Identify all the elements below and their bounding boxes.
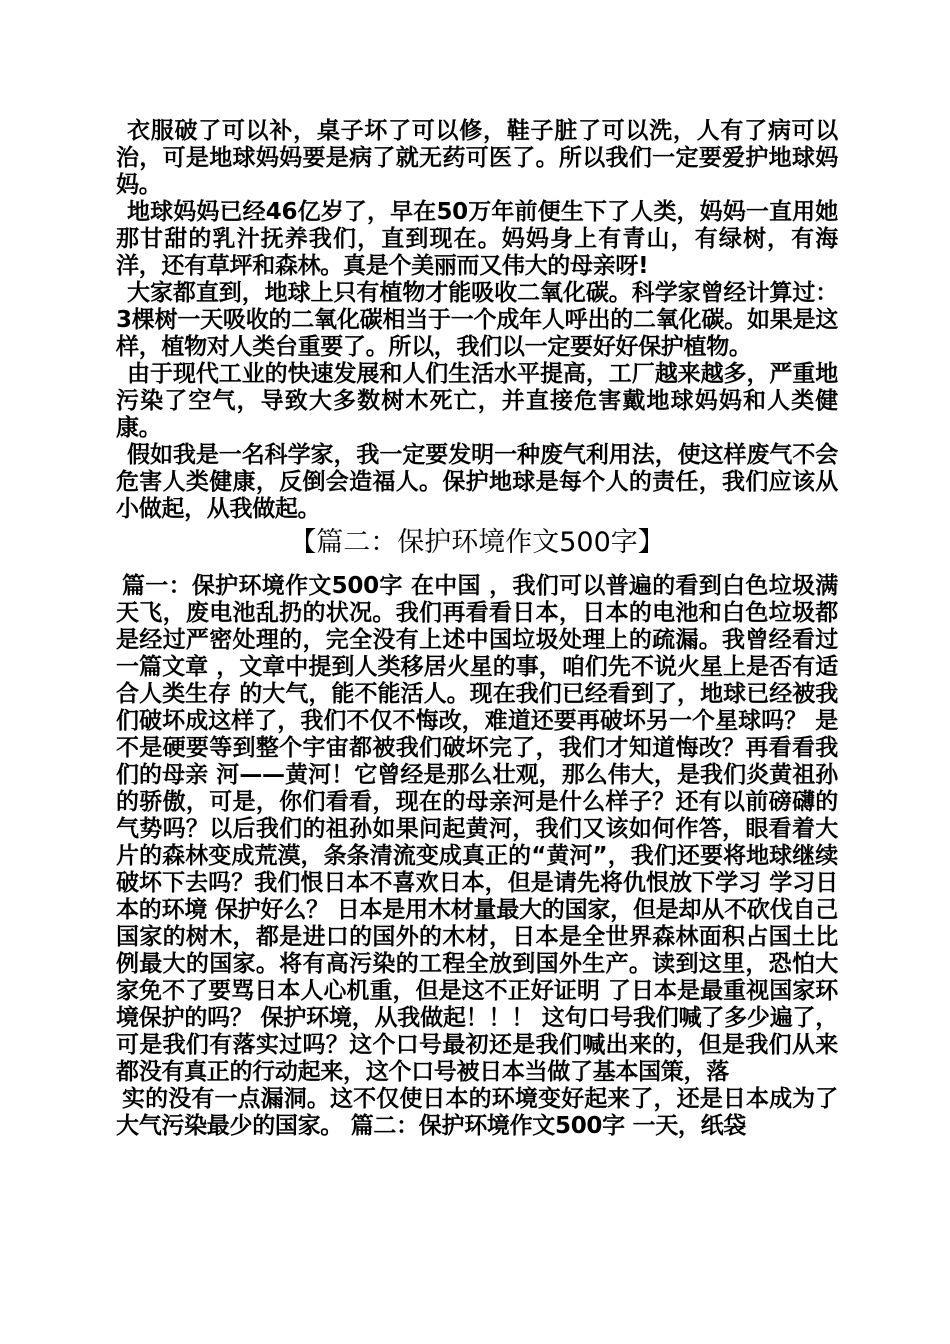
document-body [116,118,838,1140]
paragraph-5: 假如我是一名科学家，我一定要发明一种废气利用法，使这样废气不会危害人类健康，反倒会造福人。保护地球是每个人的责任，我们应该从小做起，从我做起。 [116,442,838,522]
section-heading: 【篇二：保护环境作文500字】 [289,527,665,558]
paragraph-3: 大家都直到，地球上只有植物才能吸收二氧化碳。科学家曾经计算过：3棵树一天吸收的二氧化碳相当于一个成年人呼出的二氧化碳。如果是这样，植物对人类台重要了。所以，我们以一定要好好保护植物。 [116,280,838,360]
paragraph-6: 篇一：保护环境作文500字 在中国 ，我们可以普遍的看到白色垃圾满天飞，废电池乱扔的状况。我们再看看日本，日本的电池和白色垃圾都是经过严密处理的，完全没有上述中国垃圾处理上的疏漏。我曾经看过一篇文章 ，文章中提到人类移居火星的事，咱们先不说火星上是否有适合人类生存 的大气，能不能活人。现在我们已经看到了，地球已经被我们破坏成这样了，我们不仅不悔改，难道还要再破坏另一个星球吗？ 是不是硬要等到整个宇宙都被我们破坏完了，我们才知道悔改？再看看我们的母亲 河——黄河！它曾经是那么壮观，那么伟大，是我们炎黄祖孙的骄傲，可是，你们看看，现在的母亲河是什么样子？还有以前磅礴的气势吗？以后我们的祖孙如果问起黄河，我们又该如何作答，眼看着大片的森林变成荒漠，条条清流变成真正的“黄河”，我们还要将地球继续破坏下去吗？我们恨日本不喜欢日本，但是请先将仇恨放下学习 学习日本的环境 保护好么？ 日本是用木材量最大的国家，但是却从不砍伐自己国家的树木，都是进口的国外的木材，日本是全世界森林面积占国土比例最大的国家。将有高污染的工程全放到国外生产。读到这里，恐怕大家免不了要骂日本人心机重，但是这不正好证明 了日本是最重视国家环境保护的吗？ 保护环境，从我做起！！！ 这句口号我们喊了多少遍了，可是我们有落实过吗？这个口号最初还是我们喊出来的，但是我们从来都没有真正的行动起来，这个口号被日本当做了基本国策，落 [116,573,838,1085]
paragraph-1: 衣服破了可以补，桌子坏了可以修，鞋子脏了可以洗，人有了病可以治，可是地球妈妈要是病了就无药可医了。所以我们一定要爱护地球妈妈。 [116,118,838,198]
paragraph-4: 由于现代工业的快速发展和人们生活水平提高，工厂越来越多，严重地污染了空气，导致大多数树木死亡，并直接危害戴地球妈妈和人类健康。 [116,361,838,441]
paragraph-2: 地球妈妈已经46亿岁了，早在50万年前便生下了人类，妈妈一直用她那甘甜的乳汁抚养我们，直到现在。妈妈身上有青山，有绿树，有海洋，还有草坪和森林。真是个美丽而又伟大的母亲呀! [116,199,838,279]
paragraph-7: 实的没有一点漏洞。这不仅使日本的环境变好起来了，还是日本成为了大气污染最少的国家。 篇二：保护环境作文500字 一天，纸袋 [116,1086,838,1139]
